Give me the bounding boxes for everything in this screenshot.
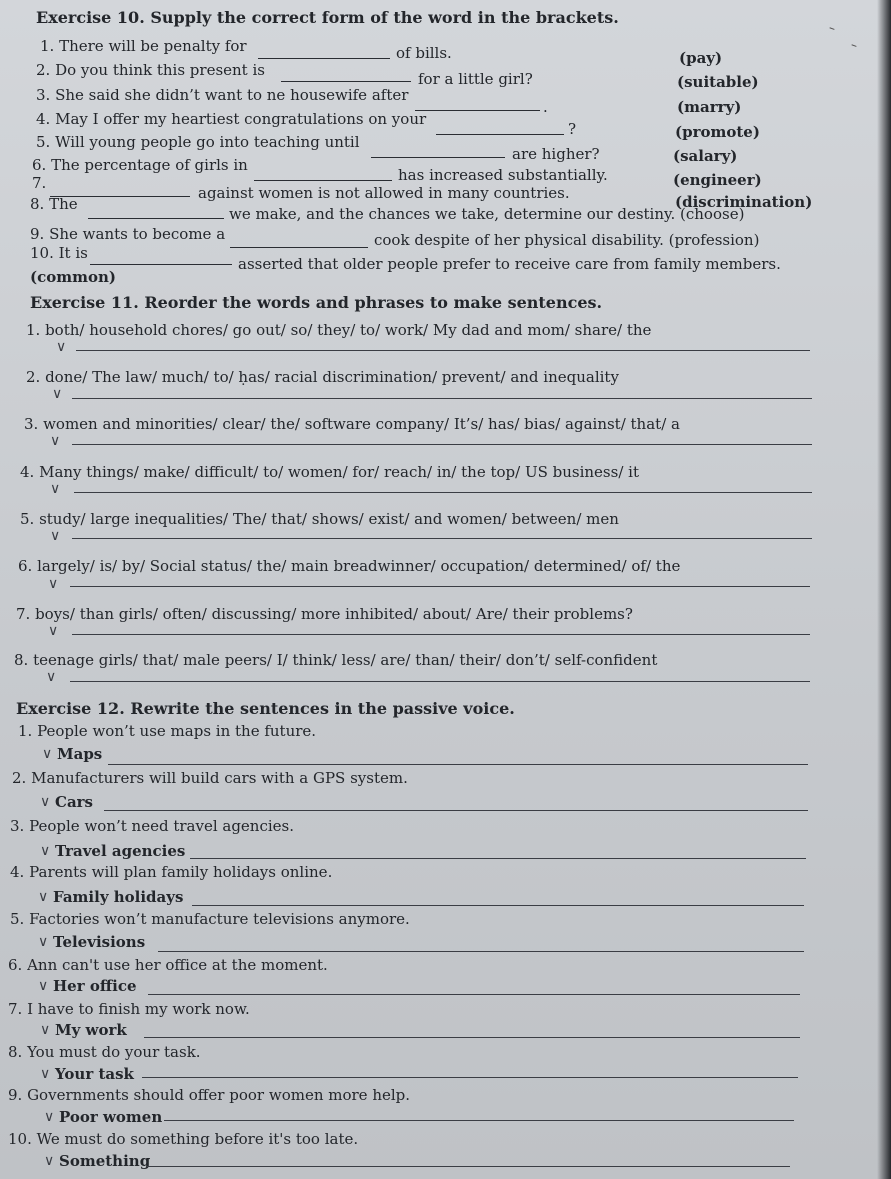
ex11-item-8-answer-line[interactable]: [70, 681, 810, 682]
ex10-q8-blank[interactable]: [88, 218, 224, 219]
ex12-item-3-start-word: Travel agencies: [55, 842, 186, 860]
ex11-item-3-prompt: 3. women and minorities/ clear/ the/ software company/ It’s/ has/ bias/ against/ that/ a: [24, 415, 680, 433]
tick-mark: ∨: [44, 1109, 55, 1125]
ex12-item-7-sentence: 7. I have to finish my work now.: [8, 1000, 250, 1018]
ex10-q5-hint: (salary): [673, 147, 738, 165]
ex10-q10-blank[interactable]: [90, 264, 232, 265]
tick-mark: ∨: [38, 889, 49, 905]
ex12-item-4-start-word: Family holidays: [53, 888, 184, 906]
ex10-q4-text: 4. May I offer my heartiest congratulations on your: [36, 110, 427, 128]
ex12-item-6-sentence: 6. Ann can't use her office at the moment.: [8, 956, 328, 974]
ex12-item-7-answer-line[interactable]: [144, 1037, 800, 1038]
tick-mark: ∨: [50, 528, 61, 544]
tick-mark: ∨: [52, 386, 63, 402]
ex10-q2-text: 2. Do you think this present is: [36, 61, 265, 79]
tick-mark: ∨: [40, 1066, 51, 1082]
tick-mark: ∨: [50, 433, 61, 449]
ex12-item-1-sentence: 1. People won’t use maps in the future.: [18, 722, 317, 740]
ex11-item-4-prompt: 4. Many things/ make/ difficult/ to/ women/ for/ reach/ in/ the top/ US business/ it: [20, 463, 639, 481]
tick-mark: ∨: [40, 843, 51, 859]
ex10-q7-number: 7.: [32, 174, 47, 192]
ex12-item-5-answer-line[interactable]: [158, 951, 804, 952]
ex10-q7-text-end: against women is not allowed in many countries.: [198, 184, 570, 202]
ex12-item-10-start-word: Something: [59, 1152, 151, 1170]
tick-mark: ∨: [42, 746, 53, 762]
ex12-item-8-sentence: 8. You must do your task.: [8, 1043, 201, 1061]
ex10-q6-text-end: has increased substantially.: [398, 166, 608, 184]
tick-mark: ∨: [56, 339, 67, 355]
tick-mark: ∨: [40, 1022, 51, 1038]
ex12-item-9-answer-line[interactable]: [164, 1120, 794, 1121]
ex11-item-1-prompt: 1. both/ household chores/ go out/ so/ they/ to/ work/ My dad and mom/ share/ the: [26, 321, 652, 339]
tick-mark: ∨: [48, 576, 59, 592]
ex11-item-7-answer-line[interactable]: [72, 634, 810, 635]
ex11-item-7-prompt: 7. boys/ than girls/ often/ discussing/ more inhibited/ about/ Are/ their problems?: [16, 605, 633, 623]
exercise-10-title: Exercise 10. Supply the correct form of the word in the brackets.: [36, 8, 619, 27]
ex11-item-2-prompt: 2. done/ The law/ much/ to/ ḥas/ racial discrimination/ prevent/ and inequality: [26, 368, 619, 386]
ex11-item-2-answer-line[interactable]: [72, 398, 812, 399]
exercise-12-title: Exercise 12. Rewrite the sentences in the passive voice.: [16, 699, 515, 718]
ex10-q3-text: 3. She said she didn’t want to ne housewife after: [36, 86, 409, 104]
ex10-q2-blank[interactable]: [281, 81, 411, 82]
pen-mark: [850, 44, 856, 49]
ex12-item-2-sentence: 2. Manufacturers will build cars with a GPS system.: [12, 769, 408, 787]
ex11-item-3-answer-line[interactable]: [72, 444, 812, 445]
ex10-q4-blank[interactable]: [436, 134, 564, 135]
ex10-q2-text-end: for a little girl?: [418, 70, 533, 88]
ex10-q9-blank[interactable]: [230, 247, 368, 248]
ex12-item-6-answer-line[interactable]: [148, 994, 800, 995]
ex10-q10-text-end: asserted that older people prefer to receive care from family members.: [238, 255, 781, 273]
exercise-11-title: Exercise 11. Reorder the words and phrases to make sentences.: [30, 293, 603, 312]
ex10-q1-blank[interactable]: [258, 58, 390, 59]
ex12-item-6-start-word: Her office: [53, 977, 137, 995]
ex12-item-4-sentence: 4. Parents will plan family holidays online.: [10, 863, 333, 881]
ex12-item-5-start-word: Televisions: [53, 933, 146, 951]
ex10-q4-text-end: ?: [568, 120, 577, 138]
ex10-q9-text-end: cook despite of her physical disability. (profession): [374, 231, 760, 249]
tick-mark: ∨: [38, 978, 49, 994]
tick-mark: ∨: [46, 669, 57, 685]
ex10-q2-hint: (suitable): [677, 73, 759, 91]
ex10-q5-blank[interactable]: [371, 157, 505, 158]
ex12-item-10-sentence: 10. We must do something before it's too late.: [8, 1130, 359, 1148]
ex10-q3-hint: (marry): [677, 98, 742, 116]
ex11-item-6-prompt: 6. largely/ is/ by/ Social status/ the/ main breadwinner/ occupation/ determined/ of/ the: [18, 557, 681, 575]
ex10-q5-text: 5. Will young people go into teaching until: [36, 133, 360, 151]
ex10-q8-text: 8. The: [30, 195, 78, 213]
ex12-item-10-answer-line[interactable]: [146, 1166, 790, 1167]
ex12-item-3-sentence: 3. People won’t need travel agencies.: [10, 817, 295, 835]
ex11-item-5-answer-line[interactable]: [72, 538, 812, 539]
ex12-item-9-start-word: Poor women: [59, 1108, 163, 1126]
ex10-q3-text-end: .: [543, 98, 548, 116]
ex12-item-5-sentence: 5. Factories won’t manufacture televisions anymore.: [10, 910, 410, 928]
ex12-item-8-start-word: Your task: [55, 1065, 134, 1083]
ex11-item-4-answer-line[interactable]: [74, 492, 812, 493]
ex12-item-9-sentence: 9. Governments should offer poor women more help.: [8, 1086, 411, 1104]
ex11-item-8-prompt: 8. teenage girls/ that/ male peers/ I/ think/ less/ are/ than/ their/ don’t/ self-confident: [14, 651, 658, 669]
ex12-item-4-answer-line[interactable]: [192, 905, 804, 906]
ex12-item-2-start-word: Cars: [55, 793, 94, 811]
ex10-q9-text: 9. She wants to become a: [30, 225, 226, 243]
tick-mark: ∨: [40, 794, 51, 810]
ex12-item-1-start-word: Maps: [57, 745, 103, 763]
ex12-item-8-answer-line[interactable]: [142, 1077, 798, 1078]
ex11-item-6-answer-line[interactable]: [70, 586, 810, 587]
ex11-item-1-answer-line[interactable]: [76, 350, 810, 351]
ex12-item-3-answer-line[interactable]: [190, 858, 806, 859]
ex10-q6-hint: (engineer): [673, 171, 762, 189]
ex10-q3-blank[interactable]: [415, 110, 540, 111]
ex12-item-7-start-word: My work: [55, 1021, 127, 1039]
tick-mark: ∨: [38, 934, 49, 950]
ex10-q1-text-end: of bills.: [396, 44, 452, 62]
ex10-q5-text-end: are higher?: [512, 145, 600, 163]
ex11-item-5-prompt: 5. study/ large inequalities/ The/ that/ shows/ exist/ and women/ between/ men: [20, 510, 619, 528]
tick-mark: ∨: [50, 481, 61, 497]
ex10-q7-hint: (discrimination): [675, 193, 813, 211]
ex10-q10-text: 10. It is: [30, 244, 88, 262]
tick-mark: ∨: [48, 623, 59, 639]
ex10-q10-hint: (common): [30, 268, 116, 286]
ex10-q6-text: 6. The percentage of girls in: [32, 156, 248, 174]
ex12-item-1-answer-line[interactable]: [108, 764, 808, 765]
ex10-q1-text: 1. There will be penalty for: [40, 37, 247, 55]
ex10-q8-text-end: we make, and the chances we take, determine our destiny. (choose): [229, 205, 745, 223]
pen-mark: [828, 27, 834, 32]
tick-mark: ∨: [44, 1153, 55, 1169]
ex10-q6-blank[interactable]: [254, 180, 392, 181]
ex10-q4-hint: (promote): [675, 123, 760, 141]
ex12-item-2-answer-line[interactable]: [104, 810, 808, 811]
ex10-q1-hint: (pay): [679, 49, 723, 67]
